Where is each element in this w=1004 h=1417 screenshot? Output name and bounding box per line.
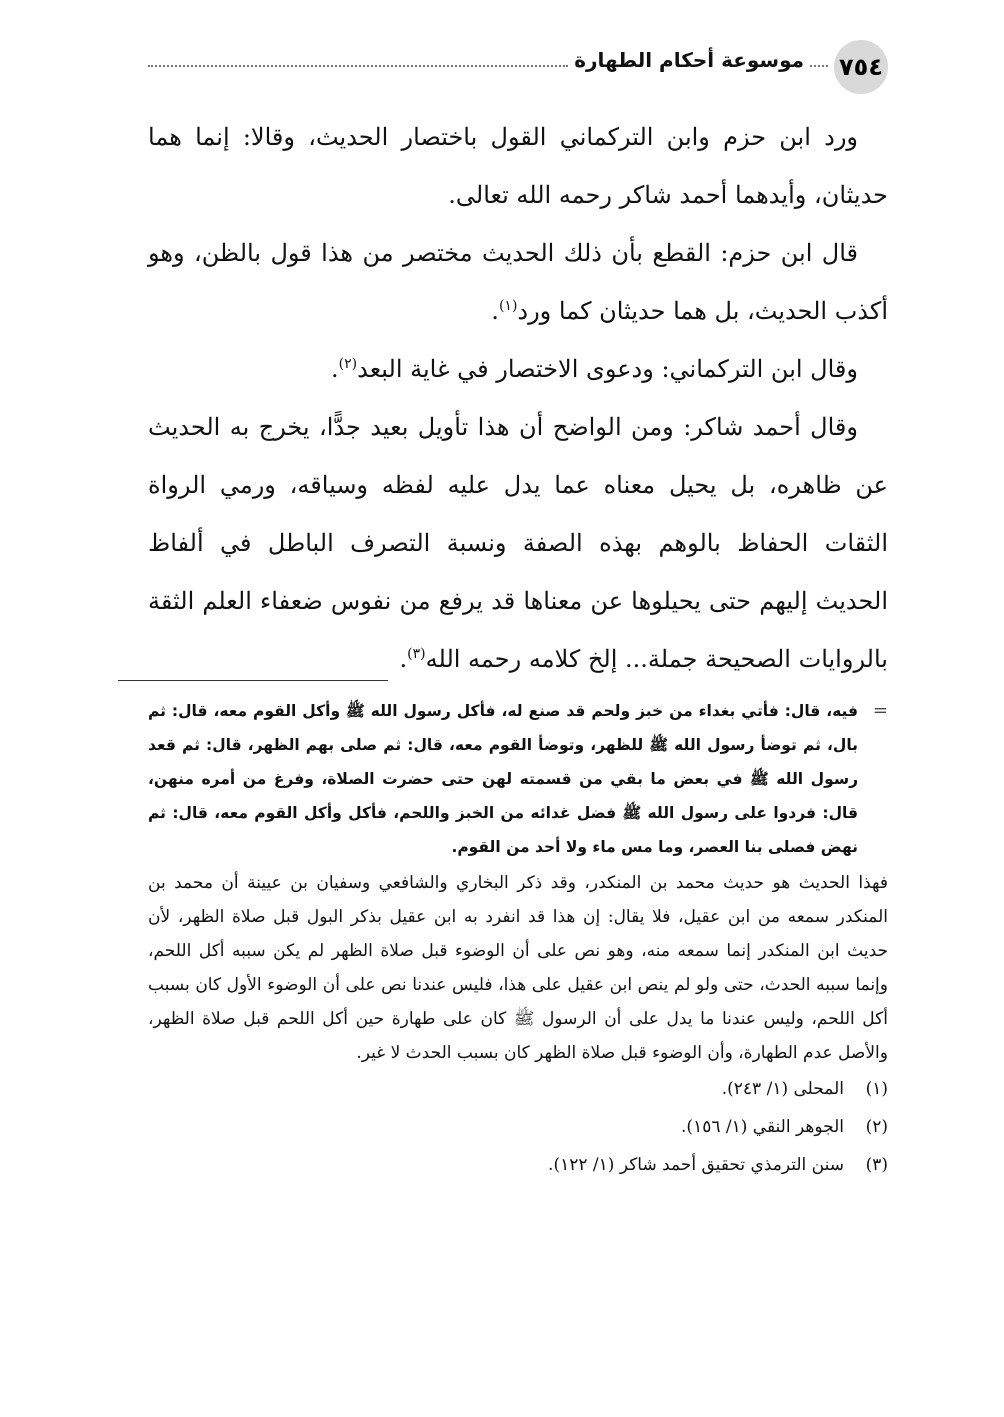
footnote-ref-3 (148, 1146, 888, 1184)
main-text (148, 108, 888, 688)
page-number: ٧٥٤ (839, 53, 883, 81)
leader-dots-left (148, 65, 568, 67)
paragraph-2-text: قال ابن حزم: القطع بأن ذلك الحديث مختصر من هذا قول بالظن، وهو أكذب الحديث، بل هما حديثان كما ورد (148, 239, 888, 325)
footnote-commentary: فهذا الحديث هو حديث محمد بن المنكدر، وقد ذكر البخاري والشافعي وسفيان بن عيينة أن محمد بن المنكدر سمعه من ابن عقيل، فلا يقال: إن هذا قد انفرد به ابن عقيل بذكر البول قبل صلاة الظهر، لأن حديث ابن المنكدر إنما سمعه منه، وهو نص على أن الوضوء قبل صلاة الظهر لم يكن سببه أكل اللحم، وإنما سببه الحدث، حتى ولو لم ينص ابن عقيل على هذا، فليس عندنا نص على أن الوضوء الأول كان بسبب أكل اللحم، وليس عندنا ما يدل على أن الرسول ﷺ كان على طهارة حين أكل اللحم قبل صلاة الظهر، والأصل عدم الطهارة، وأن الوضوء قبل صلاة الظهر كان بسبب الحدث لا غير. (148, 873, 888, 1063)
footnote-ref-2-number: (٢) (865, 1117, 888, 1137)
footnote-ref-1 (148, 1070, 888, 1108)
page-header (148, 40, 888, 100)
footnotes (148, 694, 888, 1184)
footnote-marker-2[interactable]: (٢) (338, 356, 358, 372)
footnote-ref-3-number: (٣) (865, 1155, 888, 1175)
paragraph-1 (148, 108, 888, 224)
running-title: موسوعة أحكام الطهارة (574, 48, 804, 72)
paragraph-3 (148, 340, 888, 398)
paragraph-2-end: . (491, 297, 499, 325)
paragraph-2 (148, 224, 888, 340)
footnote-separator (118, 680, 388, 681)
paragraph-1-text: ورد ابن حزم وابن التركماني القول باختصار الحديث، وقالا: إنما هما حديثان، وأيدهما أحمد شاكر رحمه الله تعالى. (148, 123, 888, 209)
hadith-quote: فيه، قال: فأتي بغداء من خبز ولحم قد صنع له، فأكل رسول الله ﷺ وأكل القوم معه، قال: ثم بال، ثم توضأ رسول الله ﷺ للظهر، وتوضأ القوم معه، قال: ثم صلى بهم الظهر، قال: ثم قعد رسول الله ﷺ في بعض ما بقي من قسمته لهن حتى حضرت الصلاة، وفرغ من أمره منهن، قال: فردوا على رسول الله ﷺ فضل غدائه من الخبز واللحم، فأكل وأكل القوم معه، قال: ثم نهض فصلى بنا العصر، وما مس ماء ولا أحد من القوم. (148, 702, 858, 856)
leader-dots-right (810, 65, 828, 67)
paragraph-4-text: وقال أحمد شاكر: ومن الواضح أن هذا تأويل بعيد جدًّا، يخرج به الحديث عن ظاهره، بل يحيل معناه عما يدل عليه لفظه وسياقه، ورمي الرواة الثقات الحفاظ بالوهم بهذه الصفة ونسبة التصرف الباطل في ألفاظ الحديث إليهم حتى يحيلوها عن معناها قد يرفع من نفوس ضعفاء العلم الثقة بالروايات الصحيحة جملة... إلخ كلامه رحمه الله (148, 413, 889, 673)
page-number-badge (834, 40, 888, 94)
footnote-ref-1-text: المحلى (١/ ٢٤٣). (721, 1079, 844, 1099)
footnote-ref-2-text: الجوهر النقي (١/ ١٥٦). (681, 1117, 844, 1137)
paragraph-3-end: . (330, 355, 339, 383)
footnote-ref-1-number: (١) (865, 1079, 888, 1099)
footnote-marker-3[interactable]: (٣) (407, 646, 426, 662)
paragraph-4-end: . (399, 645, 408, 673)
footnote-ref-3-text: سنن الترمذي تحقيق أحمد شاكر (١/ ١٢٢). (548, 1155, 844, 1175)
continued-footnote (148, 694, 888, 864)
paragraph-3-text: وقال ابن التركماني: ودعوى الاختصار في غاية البعد (357, 355, 858, 383)
running-title-row (148, 48, 828, 72)
paragraph-4 (148, 398, 888, 688)
footnote-ref-2 (148, 1108, 888, 1146)
footnote-marker-1[interactable]: (١) (498, 298, 518, 314)
continuation-mark: = (872, 700, 888, 721)
